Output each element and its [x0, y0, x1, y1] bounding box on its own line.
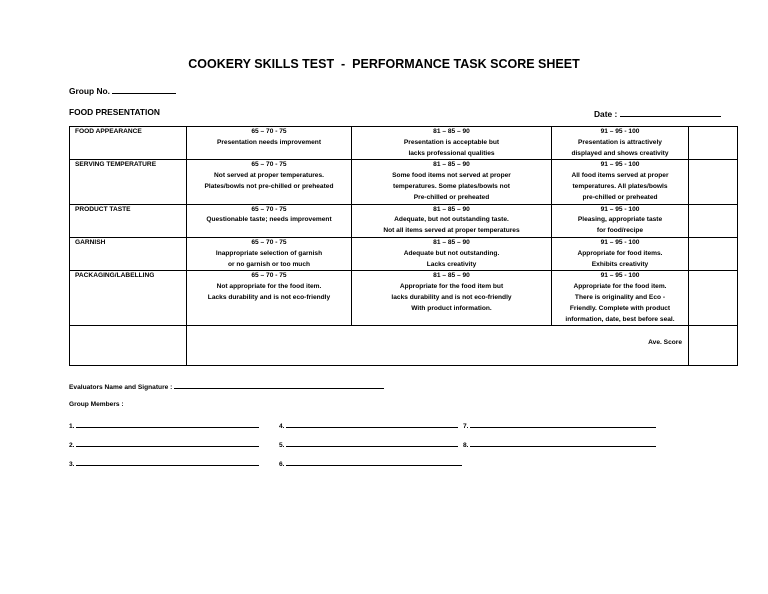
member-number: 6. [279, 461, 285, 468]
level-cell-mid[interactable] [352, 271, 552, 326]
score-cell[interactable] [689, 160, 738, 204]
blank-cell [70, 326, 187, 366]
rubric-table [69, 126, 738, 366]
level-desc: Plates/bowls not pre-chilled or preheated [204, 182, 334, 190]
level-desc: Pre-chilled or preheated [413, 193, 490, 201]
evaluator-label: Evaluators Name and Signature : [69, 384, 173, 391]
member-line [286, 420, 458, 428]
criterion-cell: SERVING TEMPERATURE [70, 160, 187, 204]
score-cell[interactable] [689, 271, 738, 326]
level-desc: All food items served at proper [571, 172, 669, 180]
score-range: 65 – 70 - 75 [251, 272, 287, 280]
rubric-row-packaging-labelling [70, 271, 738, 326]
level-desc: Presentation needs improvement [216, 138, 322, 146]
average-score-row [70, 326, 738, 366]
member-field-1[interactable] [69, 420, 259, 430]
criterion-cell: PACKAGING/LABELLING [70, 271, 187, 326]
level-desc: Inappropriate selection of garnish [215, 249, 323, 257]
level-desc: Lacks creativity [426, 260, 477, 268]
level-cell-low[interactable] [187, 160, 352, 204]
rubric-row-product-taste [70, 204, 738, 237]
member-line [286, 439, 458, 447]
level-desc: Not served at proper temperatures. [214, 172, 324, 180]
level-cell-high[interactable] [552, 204, 689, 237]
level-desc: displayed and shows creativity [571, 149, 669, 157]
score-range: 91 – 95 - 100 [600, 205, 640, 213]
member-number: 3. [69, 461, 75, 468]
score-range: 81 – 85 – 90 [433, 272, 470, 280]
level-desc: With product information. [411, 304, 492, 312]
score-cell[interactable] [689, 237, 738, 270]
average-score-label: Ave. Score [648, 339, 682, 347]
level-desc: Lacks durability and is not eco-friendly [207, 293, 331, 301]
page-title: COOKERY SKILLS TEST - PERFORMANCE TASK SCORE SHEET [188, 57, 580, 71]
level-desc: lacks durability and is not eco-friendly [391, 293, 512, 301]
member-number: 7. [463, 423, 469, 430]
criterion-cell: GARNISH [70, 237, 187, 270]
group-members-label: Group Members : [69, 401, 124, 408]
group-no-label: Group No. [69, 86, 110, 96]
level-desc: Exhibits creativity [591, 260, 649, 268]
criterion-cell: FOOD APPEARANCE [70, 127, 187, 160]
level-desc: Adequate but not outstanding. [403, 249, 500, 257]
member-number: 1. [69, 423, 75, 430]
score-cell[interactable] [689, 204, 738, 237]
level-cell-mid[interactable] [352, 160, 552, 204]
group-no-field[interactable] [69, 84, 176, 96]
level-desc: Appropriate for the food item but [399, 283, 504, 291]
level-desc: Appropriate for the food item. [573, 283, 667, 291]
member-number: 4. [279, 423, 285, 430]
average-label-cell [187, 326, 689, 366]
level-desc: Appropriate for food items. [577, 249, 663, 257]
level-desc: There is originality and Eco - [574, 293, 666, 301]
member-line [76, 458, 259, 466]
rubric-row-garnish [70, 237, 738, 270]
level-cell-low[interactable] [187, 237, 352, 270]
evaluator-line [174, 381, 384, 389]
member-line [470, 439, 656, 447]
section-label: FOOD PRESENTATION [69, 107, 160, 117]
evaluator-field[interactable] [69, 381, 384, 391]
group-no-line [112, 84, 176, 94]
member-line [76, 420, 259, 428]
member-field-4[interactable] [279, 420, 458, 430]
level-desc: or no garnish or too much [227, 260, 311, 268]
score-range: 65 – 70 - 75 [251, 128, 287, 135]
member-field-6[interactable] [279, 458, 462, 468]
score-range: 91 – 95 - 100 [600, 161, 640, 169]
score-range: 65 – 70 - 75 [251, 238, 287, 246]
score-range: 81 – 85 – 90 [433, 238, 470, 246]
member-line [76, 439, 259, 447]
score-cell[interactable] [689, 127, 738, 160]
level-desc: Not appropriate for the food item. [216, 283, 322, 291]
level-desc: information, date, best before seal. [565, 315, 675, 323]
score-range: 81 – 85 – 90 [433, 161, 470, 169]
level-cell-high[interactable] [552, 127, 689, 160]
date-field[interactable] [594, 107, 721, 119]
score-range: 65 – 70 - 75 [251, 161, 287, 169]
level-cell-low[interactable] [187, 271, 352, 326]
rubric-row-serving-temperature [70, 160, 738, 204]
level-cell-mid[interactable] [352, 127, 552, 160]
level-desc: temperatures. All plates/bowls [572, 182, 668, 190]
score-range: 91 – 95 - 100 [600, 272, 640, 280]
level-cell-low[interactable] [187, 127, 352, 160]
average-score-cell[interactable] [689, 326, 738, 366]
member-field-2[interactable] [69, 439, 259, 449]
level-desc: Presentation is attractively [578, 138, 662, 146]
member-line [470, 420, 656, 428]
criterion-cell: PRODUCT TASTE [70, 204, 187, 237]
score-range: 91 – 95 - 100 [600, 238, 640, 246]
level-desc: Pleasing, appropriate taste [577, 216, 663, 224]
member-number: 5. [279, 442, 285, 449]
level-desc: temperatures. Some plates/bowls not [393, 182, 510, 190]
member-line [286, 458, 462, 466]
score-range: 81 – 85 – 90 [433, 205, 470, 213]
member-field-5[interactable] [279, 439, 458, 449]
level-desc: for food/recipe [596, 227, 644, 235]
member-field-3[interactable] [69, 458, 259, 468]
score-range: 91 – 95 - 100 [600, 128, 640, 135]
level-desc: Adequate, but not outstanding taste. [394, 216, 509, 224]
member-number: 2. [69, 442, 75, 449]
level-desc: Questionable taste; needs improvement [206, 216, 332, 224]
level-cell-high[interactable] [552, 237, 689, 270]
level-cell-low[interactable] [187, 204, 352, 237]
level-desc: Presentation is acceptable but [403, 138, 500, 146]
score-range: 81 – 85 – 90 [433, 128, 470, 135]
rubric-row-food-appearance [70, 127, 738, 160]
level-cell-mid[interactable] [352, 237, 552, 270]
date-line [620, 107, 721, 117]
level-desc: pre-chilled or preheated [582, 193, 658, 201]
level-desc: Not all items served at proper temperatures [383, 227, 520, 235]
level-cell-high[interactable] [552, 160, 689, 204]
level-desc: Friendly. Complete with product [569, 304, 671, 312]
level-desc: Some food items not served at proper [392, 172, 511, 180]
member-field-8[interactable] [463, 439, 656, 449]
score-range: 65 – 70 - 75 [251, 205, 287, 213]
level-desc: lacks professional qualities [408, 149, 495, 157]
member-number: 8. [463, 442, 469, 449]
member-field-7[interactable] [463, 420, 656, 430]
date-label: Date : [594, 109, 618, 119]
level-cell-mid[interactable] [352, 204, 552, 237]
level-cell-high[interactable] [552, 271, 689, 326]
